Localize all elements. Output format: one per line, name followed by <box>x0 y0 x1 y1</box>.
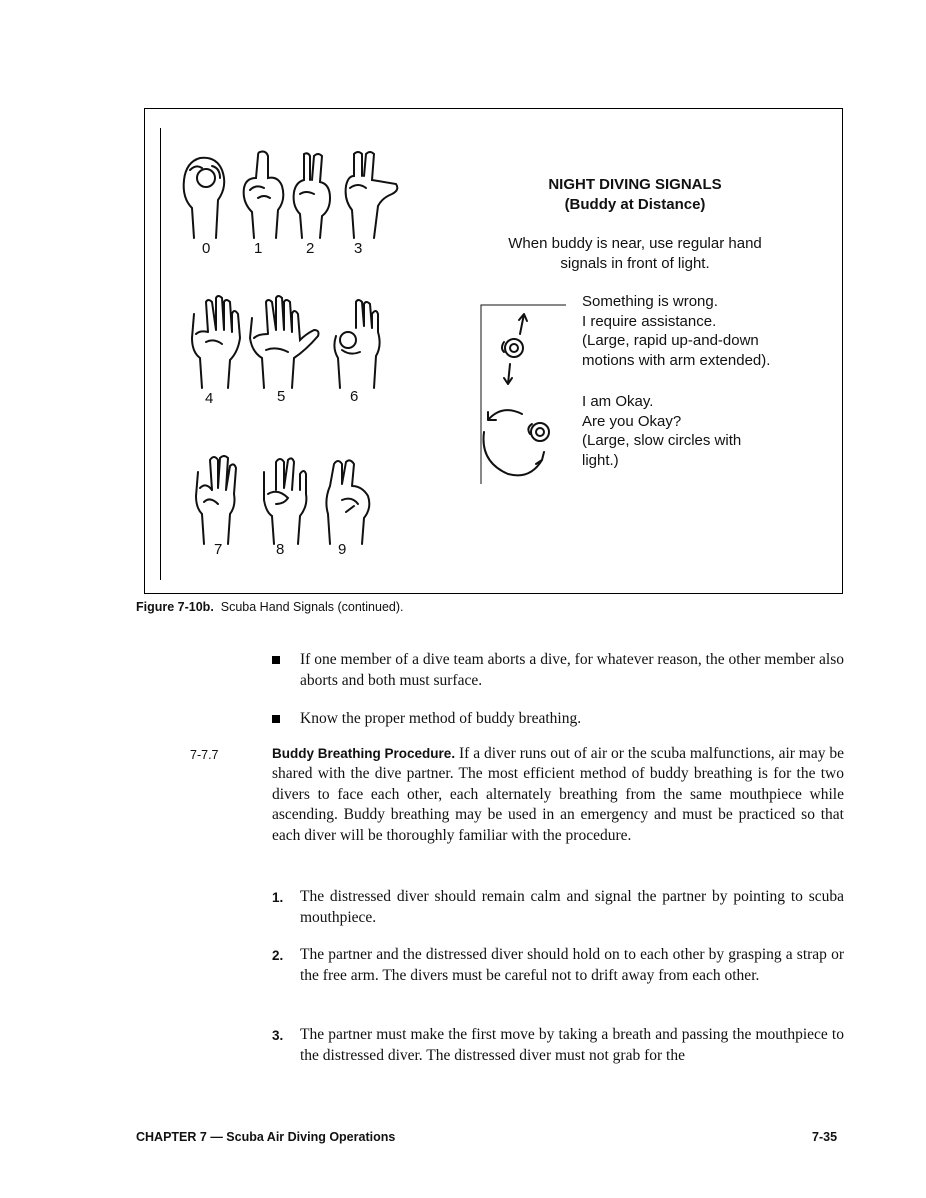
signal-line: I am Okay. <box>582 393 654 410</box>
hand-signal-2-icon <box>290 150 340 240</box>
signal-line: (Large, rapid up-and-down <box>582 332 759 349</box>
night-title-line: NIGHT DIVING SIGNALS <box>548 176 722 193</box>
hand-signal-1-icon <box>238 148 292 240</box>
hand-signal-5-icon <box>244 294 322 390</box>
hand-signal-8-icon <box>258 454 312 546</box>
step-text: The distressed diver should remain calm and signal the partner by pointing to scuba mouthpiece. <box>300 888 844 926</box>
step-number: 1. <box>272 890 284 905</box>
digit-label: 9 <box>338 541 347 558</box>
night-subtitle-line: (Buddy at Distance) <box>564 196 706 213</box>
signal-something-wrong <box>582 292 770 370</box>
hand-signal-6-icon <box>330 296 384 390</box>
night-note-line: When buddy is near, use regular hand <box>508 235 762 252</box>
hand-signal-7-icon <box>190 452 242 546</box>
section-text: If a diver runs out of air or the scuba malfunctions, air may be shared with the dive partner. The most efficient method of buddy breathing is for the two divers to face each other, each alternately breathing from the same mouthpiece while ascending. Buddy breathing may be used in an emergency and must be practiced so that each diver will be thoroughly familiar with the procedure. <box>272 745 845 844</box>
signal-line: (Large, slow circles with <box>582 432 742 449</box>
digit-label: 4 <box>205 390 214 407</box>
bullet-square-icon <box>272 715 280 723</box>
flashlight-up-down-icon <box>490 308 534 388</box>
digit-label: 0 <box>202 240 211 257</box>
digit-label: 2 <box>306 240 315 257</box>
signal-line: Are you Okay? <box>582 412 682 430</box>
night-diving-note <box>480 234 790 274</box>
signal-line: motions with arm extended). <box>582 351 771 369</box>
caption-label: Figure 7-10b. <box>136 600 214 614</box>
step-number: 3. <box>272 1028 284 1043</box>
night-diving-title <box>480 175 790 215</box>
figure-caption <box>136 600 404 614</box>
footer-chapter: CHAPTER 7 — Scuba Air Diving Operations <box>136 1130 396 1144</box>
step-text: The partner must make the first move by taking a breath and passing the mouthpiece to the distressed diver. The distressed diver must not grab for the <box>300 1026 844 1064</box>
section-heading: Buddy Breathing Procedure. <box>272 746 456 761</box>
digit-label: 5 <box>277 388 286 405</box>
digit-label: 7 <box>214 541 223 558</box>
signal-line: Something is wrong. <box>582 293 718 310</box>
signal-i-am-okay <box>582 392 741 470</box>
digit-label: 1 <box>254 240 263 257</box>
digit-label: 3 <box>354 240 363 257</box>
section-number: 7-7.7 <box>190 748 219 762</box>
hand-signal-3-icon <box>340 148 404 240</box>
page-number: 7-35 <box>812 1130 838 1144</box>
hand-signal-0-icon <box>176 148 238 240</box>
figure-divider <box>160 128 161 580</box>
signal-line: light.) <box>582 451 619 469</box>
step-number: 2. <box>272 948 284 963</box>
hand-signal-9-icon <box>322 456 376 546</box>
bullet-text: If one member of a dive team aborts a dive, for whatever reason, the other member also aborts and both must surface. <box>300 651 844 689</box>
caption-text: Scuba Hand Signals (continued). <box>220 600 404 614</box>
bullet-text: Know the proper method of buddy breathing. <box>300 710 582 727</box>
step-text: The partner and the distressed diver should hold on to each other by grasping a strap or the free arm. The divers must be careful not to drift away from each other. <box>300 946 844 984</box>
digit-label: 6 <box>350 388 359 405</box>
section-paragraph <box>272 744 844 846</box>
night-note-line: signals in front of light. <box>560 255 710 272</box>
signal-line: I require assistance. <box>582 312 717 330</box>
bullet-square-icon <box>272 656 280 664</box>
flashlight-circle-icon <box>478 402 558 482</box>
digit-label: 8 <box>276 541 285 558</box>
hand-signal-4-icon <box>186 294 246 390</box>
